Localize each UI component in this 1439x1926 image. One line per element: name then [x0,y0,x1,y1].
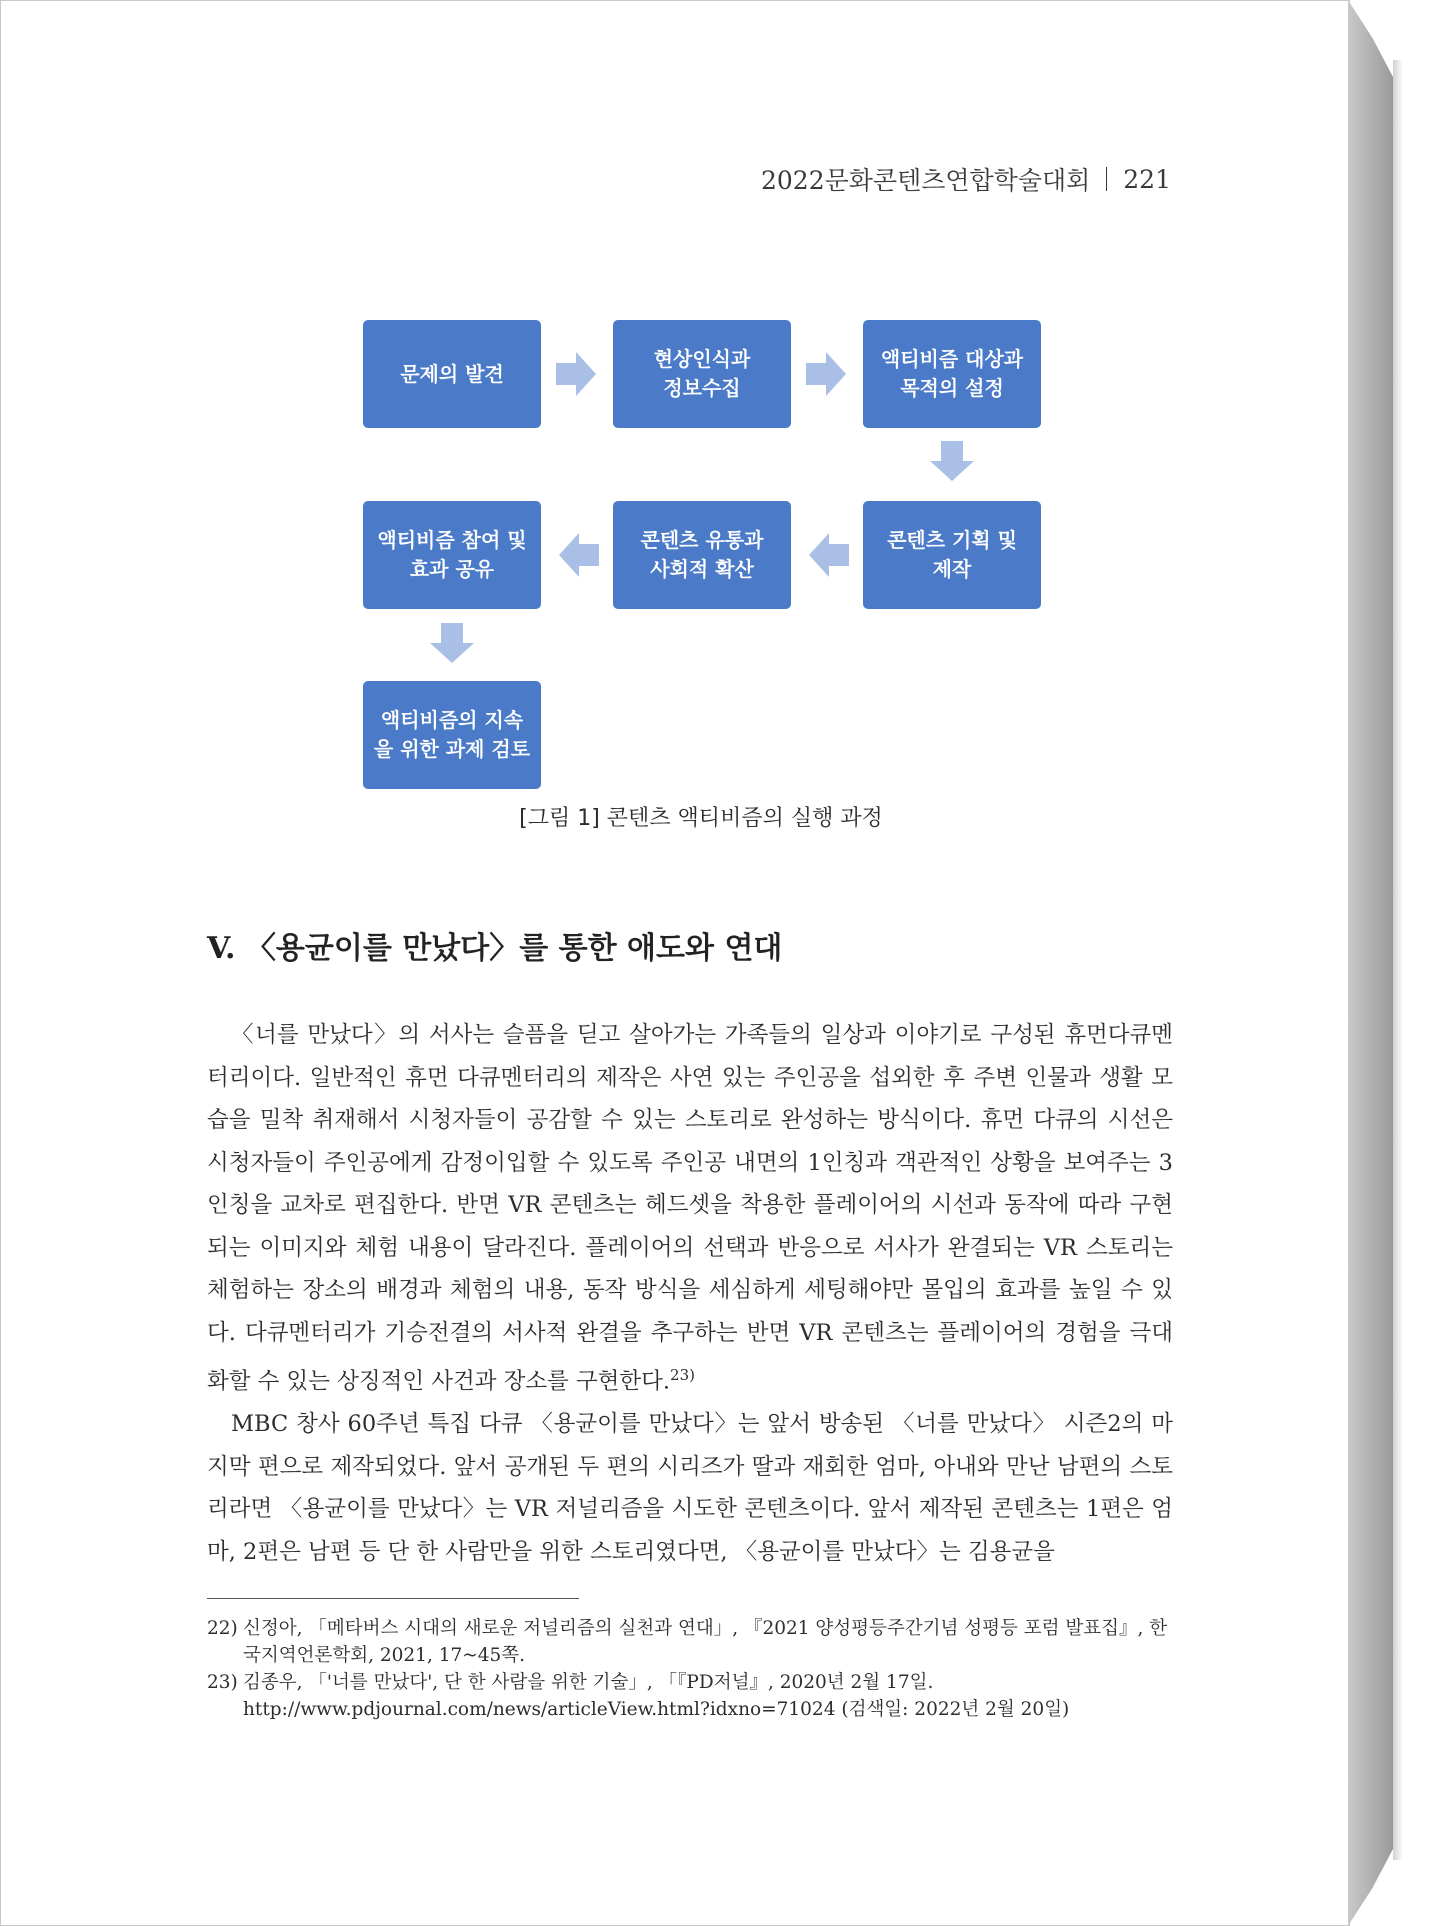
page-number: 221 [1123,164,1171,194]
footnote-divider [207,1598,579,1599]
flow-box-1-line1: 문제의 발견 [400,361,504,386]
flow-box-5-line1: 콘텐츠 유통과 [640,528,764,552]
flow-box-4-line2: 제작 [932,557,972,581]
flow-box-3-line2: 목적의 설정 [900,376,1004,400]
paragraph-1-text: 〈너를 만났다〉의 서사는 슬픔을 딛고 살아가는 가족들의 일상과 이야기로 구성된 휴먼다큐멘터리이다. 일반적인 휴먼 다큐멘터리의 제작은 사연 있는 주인공을 섭외한 후 주변 인물과 생활 모습을 밀착 취재해서 시청자들이 공감할 수 있는 스토리로 완성하는 방식이다. 휴먼 다큐의 시선은 시청자들이 주인공에게 감정이입할 수 있도록 주인공 내면의 1인칭과 객관적인 상황을 보여주는 3인칭을 교차로 편집한다. 반면 VR 콘텐츠는 헤드셋을 착용한 플레이어의 시선과 동작에 따라 구현되는 이미지와 체험 내용이 달라진다. 플레이어의 선택과 반응으로 서사가 완결되는 VR 스토리는 체험하는 장소의 배경과 체험의 내용, 동작 방식을 세심하게 세팅해야만 몰입의 효과를 높일 수 있다. 다큐멘터리가 기승전결의 서사적 완결을 추구하는 반면 VR 콘텐츠는 플레이어의 경험을 극대화할 수 있는 상징적인 사건과 장소를 구현한다. [207,1022,1173,1395]
arrow-down-2-icon [430,623,474,663]
arrow-right-1-icon [556,352,596,396]
arrow-left-1-icon [809,533,849,577]
footnote-number: 23) [207,1672,238,1693]
arrow-right-2-icon [806,352,846,396]
flow-box-3-line1: 액티비즘 대상과 [880,347,1024,371]
flow-box-2-line1: 현상인식과 [653,347,751,371]
body-text [207,1014,1173,1573]
arrow-down-1-icon [930,441,974,481]
flow-box-2-line2: 정보수집 [663,376,741,400]
footnote-url: http://www.pdjournal.com/news/articleView.html?idxno=71024 (검색일: 2022년 2월 20일) [243,1699,1070,1720]
flow-box-4-line1: 콘텐츠 기획 및 [887,528,1017,552]
flow-box-2 [613,320,791,428]
flow-box-6-line1: 액티비즘 참여 및 [377,528,527,552]
footnote-body [243,1669,1173,1723]
flow-box-7-line1: 액티비즘의 지속 [380,708,524,732]
flow-box-5-line2: 사회적 확산 [650,557,754,581]
section-title: V. 〈용균이를 만났다〉를 통한 애도와 연대 [207,931,783,966]
footnote-ref-23: 23) [670,1366,695,1384]
footnote-text: 신정아, 「메타버스 시대의 새로운 저널리즘의 실천과 연대」, 『2021 양성평등주간기념 성평등 포럼 발표집』, 한국지역언론학회, 2021, 17~45쪽. [243,1618,1168,1666]
paragraph-2: MBC 창사 60주년 특집 다큐 〈용균이를 만났다〉는 앞서 방송된 〈너를 만났다〉 시즌2의 마지막 편으로 제작되었다. 앞서 공개된 두 편의 시리즈가 딸과 재회한 엄마, 아내와 만난 남편의 스토리라면 〈용균이를 만났다〉는 VR 저널리즘을 시도한 콘텐츠이다. 앞서 제작된 콘텐츠는 1편은 엄마, 2편은 남편 등 단 한 사람만을 위한 스토리였다면, 〈용균이를 만났다〉는 김용균을 [207,1411,1173,1565]
flow-box-5 [613,501,791,609]
arrow-left-2-icon [559,533,599,577]
header-separator [1106,167,1107,191]
journal-title: 2022문화콘텐츠연합학술대회 [761,166,1091,195]
flow-box-3 [863,320,1041,428]
footnote-text: 김종우, 「'너를 만났다', 단 한 사람을 위한 기술」, 「『PD저널』, 2020년 2월 17일. [243,1672,934,1693]
flow-box-6-line2: 효과 공유 [409,557,495,581]
flow-box-7 [363,681,541,789]
footnote-22 [207,1615,1173,1669]
flow-box-1 [363,320,541,428]
figure-caption: [그림 1] 콘텐츠 액티비즘의 실행 과정 [519,806,883,831]
footnote-23 [207,1669,1173,1723]
flow-box-4 [863,501,1041,609]
footnotes [207,1615,1173,1723]
flow-box-6 [363,501,541,609]
footnote-number: 22) [207,1618,238,1639]
running-header [761,161,1171,197]
page-drop-shadow [1393,60,1403,1860]
page-edge-shadow [1348,0,1393,1926]
paragraph-1 [207,1014,1173,1403]
flow-box-7-line2: 을 위한 과제 검토 [373,737,531,761]
